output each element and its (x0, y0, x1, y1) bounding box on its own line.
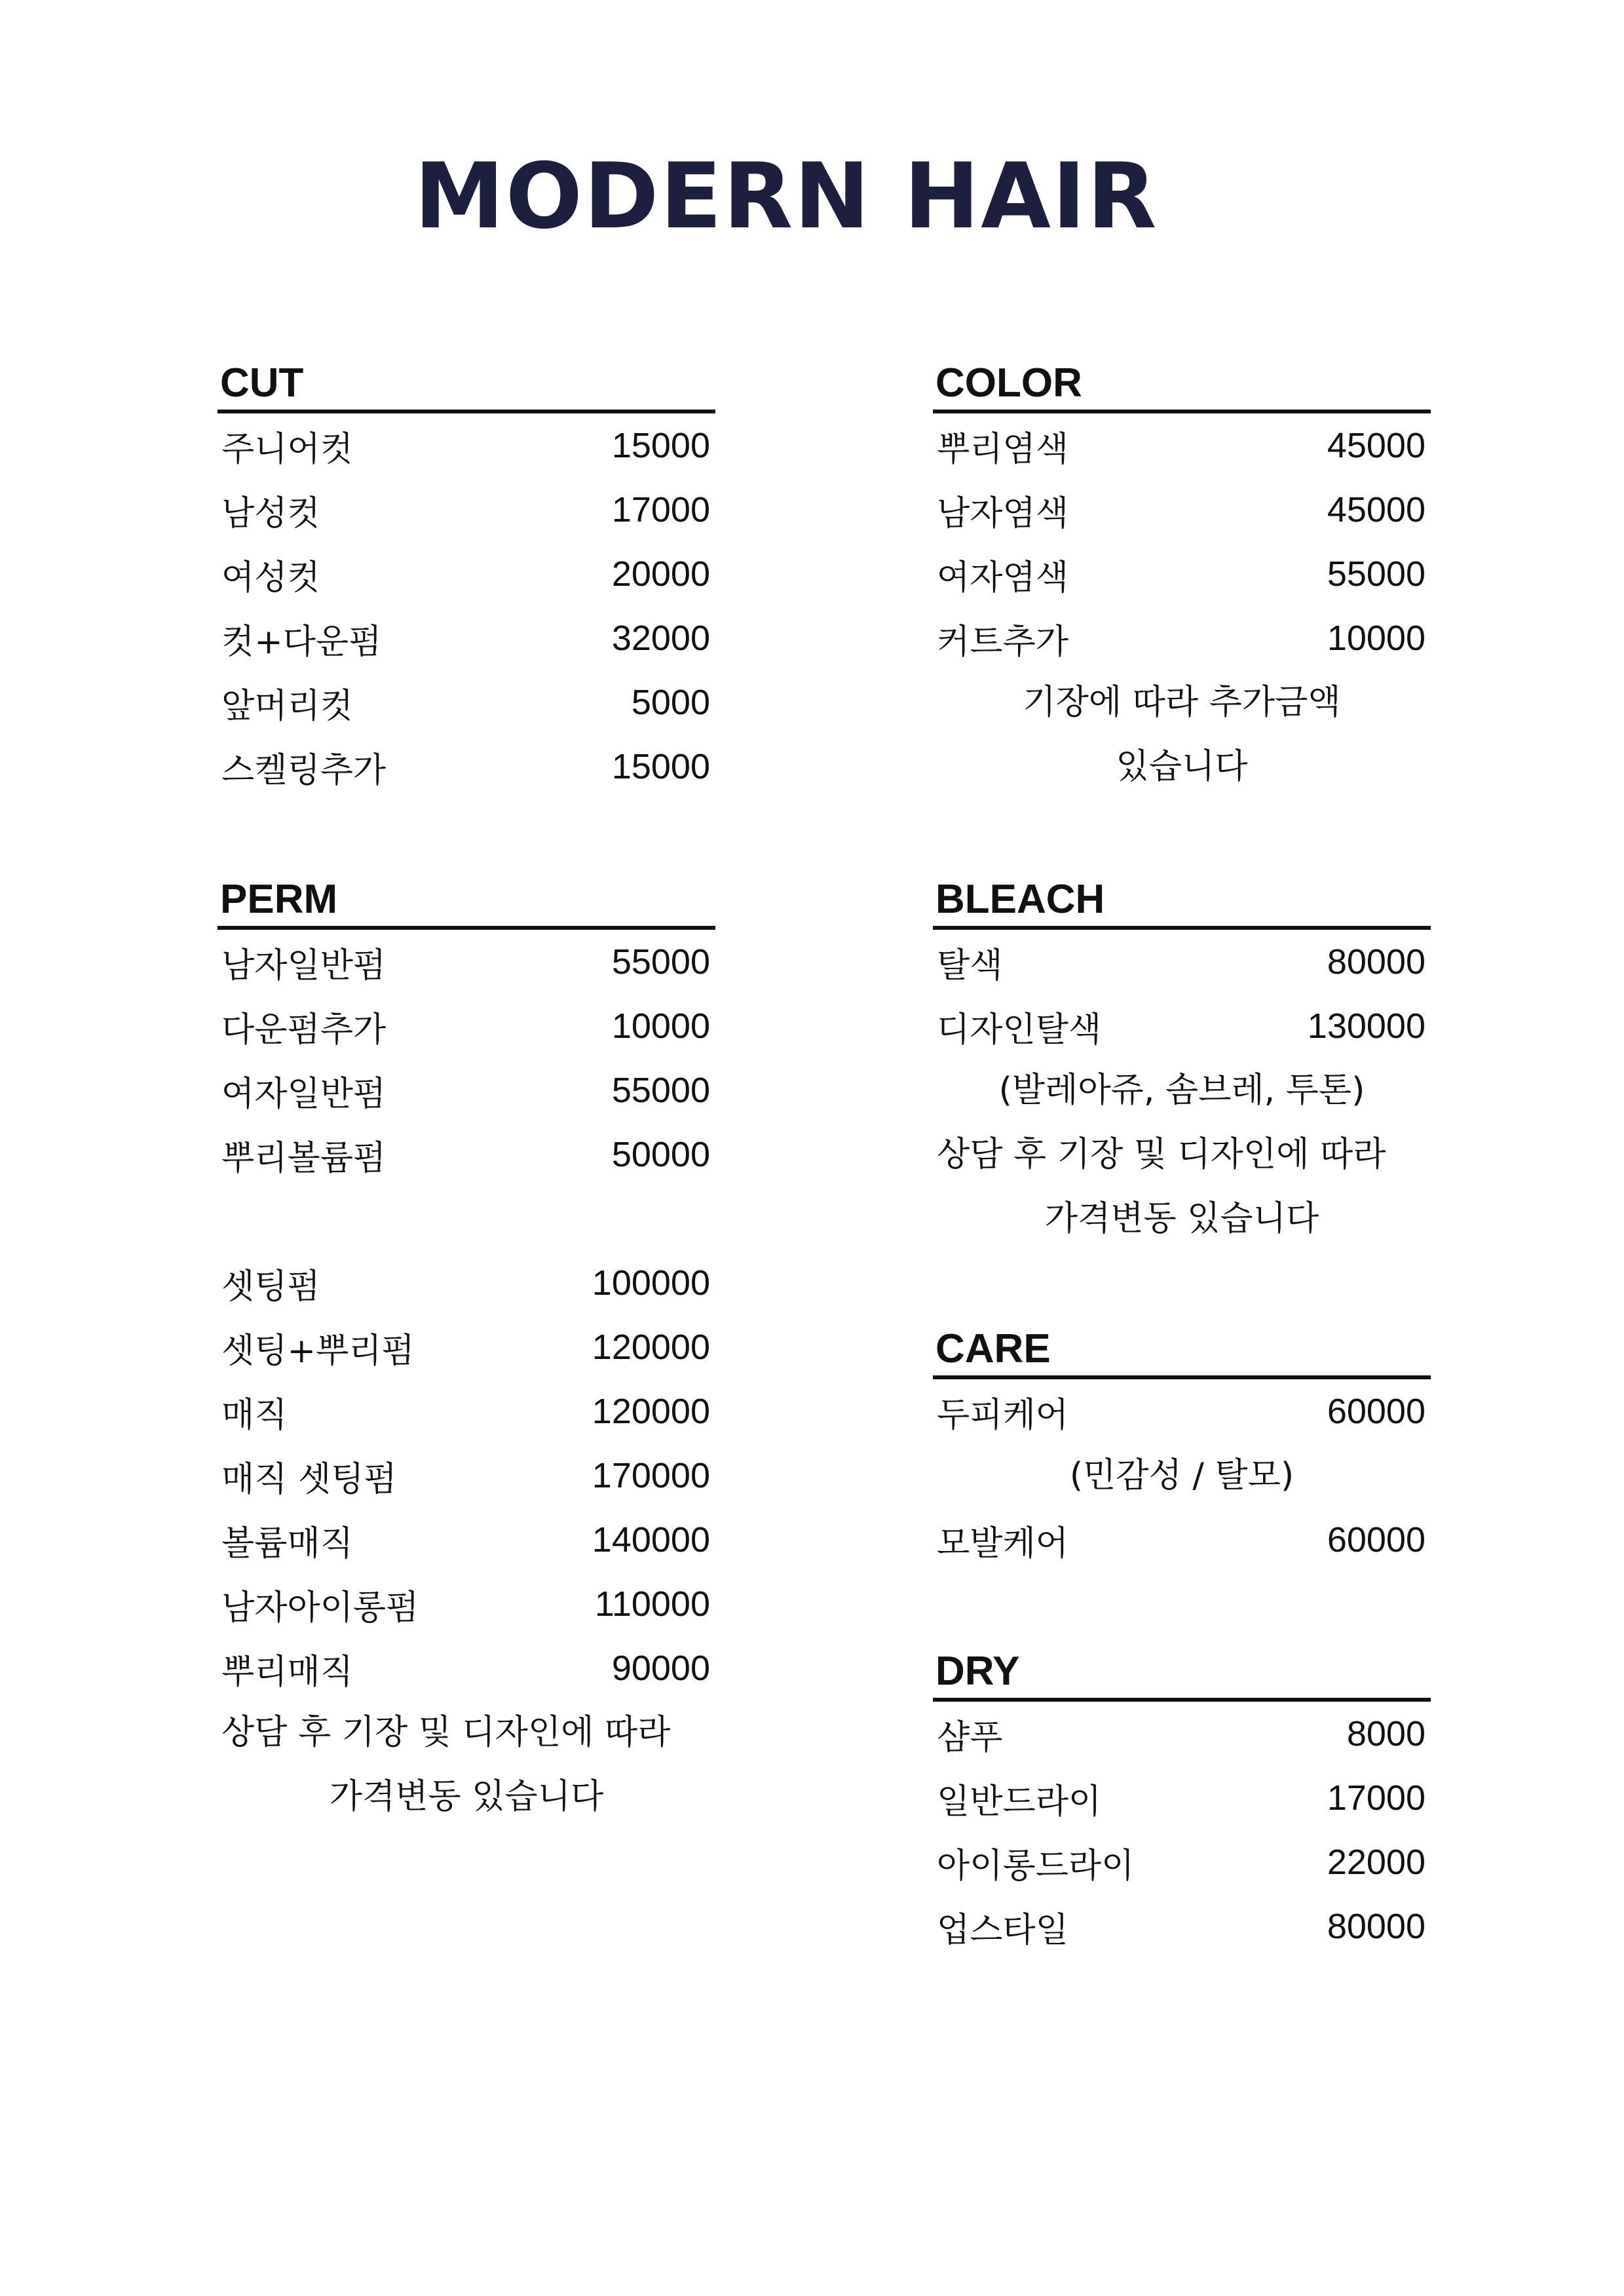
item-name: 뿌리염색 (937, 429, 1068, 469)
bleach-sub-note: (발레아쥬, 솜브레, 투톤) (998, 1071, 1365, 1110)
item-price: 15000 (611, 747, 710, 786)
item-name: 샴푸 (937, 1717, 1003, 1757)
item-name: 앞머리컷 (221, 686, 353, 726)
item-name: 다운펌추가 (221, 1010, 387, 1050)
menu-item (933, 478, 1431, 542)
menu-item (217, 735, 715, 799)
menu-item (217, 994, 715, 1058)
menu-item (217, 478, 715, 542)
section-heading-dry: DRY (933, 1645, 1431, 1702)
menu-item (217, 1379, 715, 1444)
item-name: 매직 (221, 1395, 288, 1435)
item-price: 80000 (1327, 942, 1426, 982)
item-name: 모발케어 (937, 1523, 1068, 1563)
page-title: MODERN HAIR (414, 144, 1158, 249)
menu-item (933, 1766, 1431, 1830)
item-price: 15000 (611, 426, 710, 465)
menu-item (217, 670, 715, 735)
item-name: 업스타일 (937, 1910, 1068, 1950)
color-note-line2: 있습니다 (1116, 747, 1248, 786)
item-name: 뿌리볼륨펌 (221, 1138, 387, 1178)
bleach-note-line1: 상담 후 기장 및 디자인에 따라 (937, 1135, 1386, 1174)
spacer (217, 1187, 715, 1251)
item-price: 60000 (1327, 1392, 1426, 1431)
section-bleach (933, 873, 1431, 1251)
item-name: 스켈링추가 (221, 750, 387, 790)
item-price: 20000 (611, 554, 710, 594)
item-price: 140000 (592, 1520, 710, 1559)
section-heading-color: COLOR (933, 357, 1431, 413)
perm-note-line2: 가격변동 있습니다 (329, 1777, 604, 1816)
item-price: 60000 (1327, 1520, 1426, 1559)
menu-item (217, 1315, 715, 1379)
item-name: 남자염색 (937, 493, 1068, 533)
item-name: 남자아이롱펌 (221, 1588, 419, 1628)
section-heading-care: CARE (933, 1323, 1431, 1379)
menu-item (217, 542, 715, 606)
item-name: 아이롱드라이 (937, 1846, 1135, 1886)
menu-item (933, 606, 1431, 670)
menu-item (933, 413, 1431, 478)
item-name: 커트추가 (937, 622, 1068, 662)
item-name: 여자일반펌 (221, 1074, 387, 1114)
item-price: 55000 (1327, 554, 1426, 594)
item-price: 17000 (611, 490, 710, 529)
item-name: 뿌리매직 (221, 1652, 353, 1692)
item-price: 100000 (592, 1263, 710, 1303)
menu-item (217, 1636, 715, 1700)
item-name: 남자일반펌 (221, 946, 387, 985)
menu-item (217, 1572, 715, 1636)
item-price: 80000 (1327, 1907, 1426, 1946)
item-name: 여자염색 (937, 558, 1068, 598)
item-name: 일반드라이 (937, 1782, 1102, 1822)
item-price: 17000 (1327, 1778, 1426, 1818)
item-price: 45000 (1327, 426, 1426, 465)
section-dry (933, 1645, 1431, 1959)
item-price: 5000 (631, 683, 710, 722)
menu-item (217, 413, 715, 478)
section-color (933, 357, 1431, 799)
section-perm (217, 873, 715, 1829)
item-price: 120000 (592, 1328, 710, 1367)
menu-item (217, 1058, 715, 1122)
bleach-note-line2: 가격변동 있습니다 (1044, 1199, 1319, 1238)
color-note-line1: 기장에 따라 추가금액 (1023, 683, 1341, 722)
item-price: 55000 (611, 1071, 710, 1110)
item-price: 130000 (1307, 1006, 1426, 1046)
section-heading-bleach: BLEACH (933, 873, 1431, 930)
item-name: 디자인탈색 (937, 1010, 1102, 1050)
item-price: 90000 (611, 1649, 710, 1688)
section-cut (217, 357, 715, 799)
section-care (933, 1323, 1431, 1572)
item-name: 탈색 (937, 946, 1003, 985)
item-name: 매직 셋팅펌 (221, 1459, 397, 1499)
item-price: 45000 (1327, 490, 1426, 529)
item-price: 22000 (1327, 1843, 1426, 1882)
menu-item (933, 1702, 1431, 1766)
item-name: 볼륨매직 (221, 1523, 353, 1563)
item-price: 110000 (594, 1584, 710, 1624)
menu-item (933, 1379, 1431, 1444)
menu-item (217, 606, 715, 670)
menu-item (933, 1830, 1431, 1894)
menu-item (217, 930, 715, 994)
menu-item (217, 1122, 715, 1187)
item-name: 컷+다운펌 (221, 622, 382, 662)
menu-item (933, 542, 1431, 606)
item-name: 주니어컷 (221, 429, 353, 469)
item-name: 여성컷 (221, 558, 320, 598)
menu-item (933, 994, 1431, 1058)
item-name: 남성컷 (221, 493, 320, 533)
menu-item (933, 930, 1431, 994)
item-name: 셋팅펌 (221, 1267, 320, 1307)
item-price: 32000 (611, 619, 710, 658)
item-price: 10000 (611, 1006, 710, 1046)
item-price: 8000 (1346, 1714, 1426, 1753)
care-sub-note: (민감성 / 탈모) (1069, 1456, 1294, 1495)
item-price: 170000 (592, 1456, 710, 1495)
item-price: 10000 (1327, 619, 1426, 658)
perm-note-line1: 상담 후 기장 및 디자인에 따라 (221, 1713, 671, 1752)
section-heading-perm: PERM (217, 873, 715, 930)
item-price: 120000 (592, 1392, 710, 1431)
item-name: 셋팅+뿌리펌 (221, 1331, 415, 1371)
item-price: 55000 (611, 942, 710, 982)
item-price: 50000 (611, 1135, 710, 1174)
menu-item (217, 1508, 715, 1572)
item-name: 두피케어 (937, 1395, 1068, 1435)
menu-item (933, 1894, 1431, 1959)
menu-item (217, 1251, 715, 1315)
menu-item (933, 1508, 1431, 1572)
menu-item (217, 1444, 715, 1508)
section-heading-cut: CUT (217, 357, 715, 413)
